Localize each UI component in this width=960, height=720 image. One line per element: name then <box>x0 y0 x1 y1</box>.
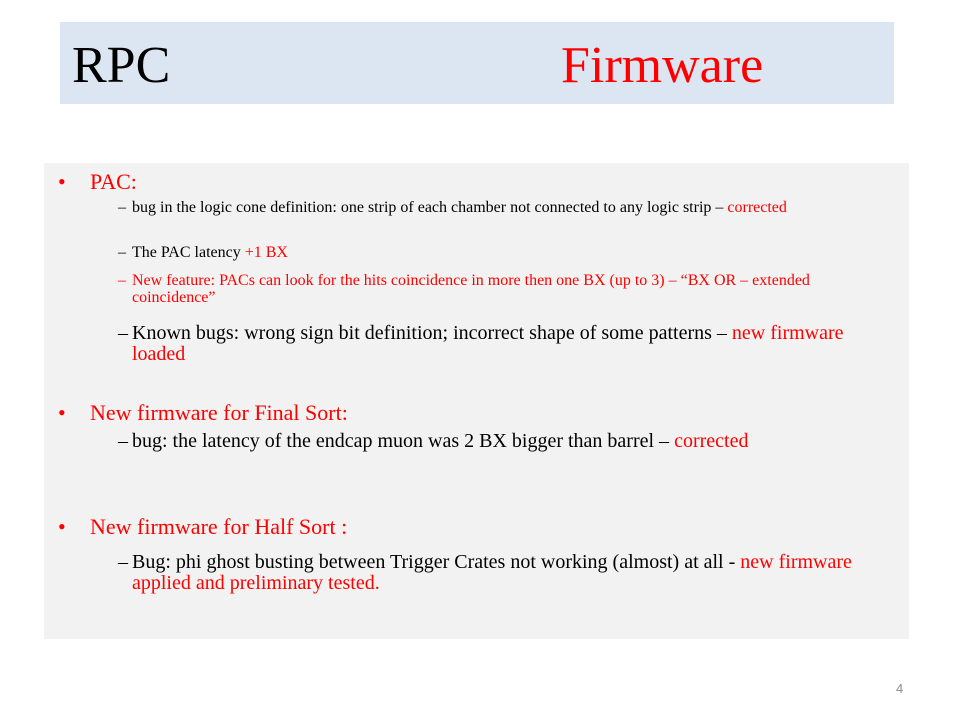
slide-title-accent: Firmware <box>561 37 764 94</box>
dash-icon: – <box>118 322 128 344</box>
dash-icon: – <box>118 551 128 573</box>
page-number: 4 <box>896 681 904 696</box>
slide-title: RPC <box>72 37 171 94</box>
bullet-icon: • <box>58 400 66 425</box>
dash-icon: – <box>118 430 128 452</box>
bullet-heading: New firmware for Half Sort : <box>90 514 348 539</box>
dash-icon: – <box>118 199 126 216</box>
sub-item-text: The PAC latency +1 BX <box>132 244 288 261</box>
dash-icon: – <box>118 244 126 261</box>
bullet-icon: • <box>58 169 66 194</box>
bullet-heading: PAC: <box>90 169 137 194</box>
title-banner <box>60 22 894 104</box>
sub-item-text: New feature: PACs can look for the hits coincidence in more then one BX (up to 3) – “BX OR – extended coincidence” <box>132 272 810 306</box>
sub-item-text: bug in the logic cone definition: one strip of each chamber not connected to any logic strip – corrected <box>132 199 787 216</box>
bullet-icon: • <box>58 514 66 539</box>
dash-icon: – <box>118 272 126 289</box>
sub-item-text: Known bugs: wrong sign bit definition; incorrect shape of some patterns – new firmware loaded <box>132 322 844 365</box>
bullet-heading: New firmware for Final Sort: <box>90 400 348 425</box>
sub-item-text: bug: the latency of the endcap muon was 2 BX bigger than barrel – corrected <box>132 430 749 452</box>
sub-item-text: Bug: phi ghost busting between Trigger Crates not working (almost) at all - new firmware applied and preliminary tested. <box>132 551 852 594</box>
